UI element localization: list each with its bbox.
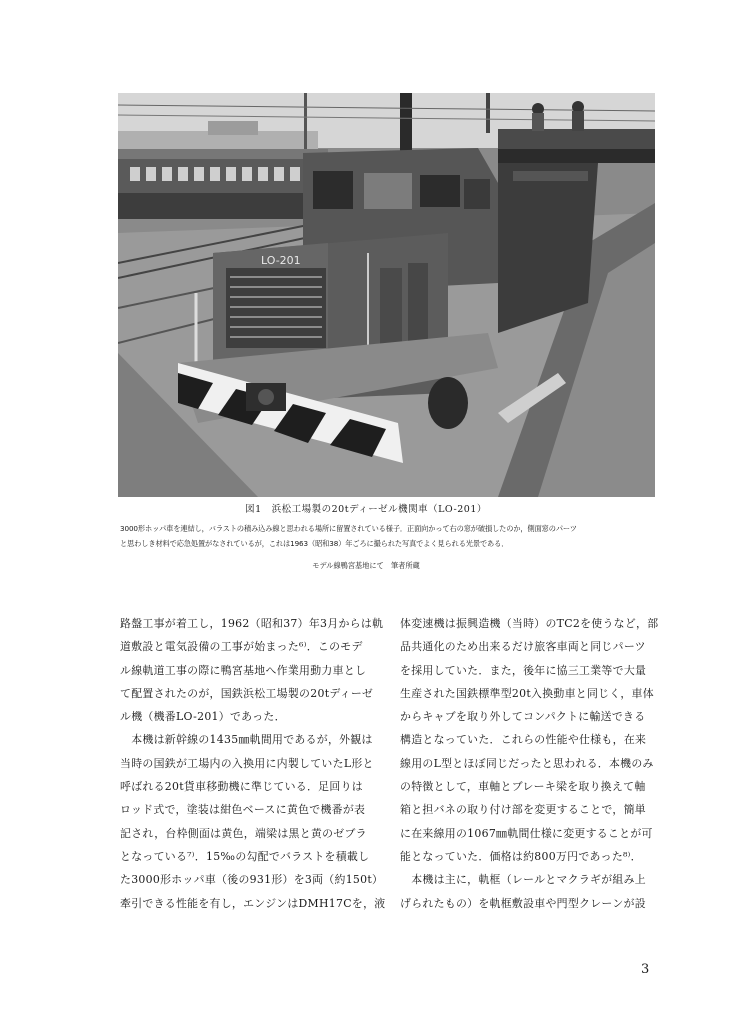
body-line: ル線軌道工事の際に鴨宮基地へ作業用動力車とし (120, 663, 367, 677)
body-line: ロッド式で，塗装は紺色ベースに黄色で機番が表 (120, 803, 366, 817)
caption-line: と思わしき材料で応急処置がなされているが，これは1963（昭和38）年ごろに撮られた写真でよく見られる光景である． (120, 539, 509, 548)
body-line: 線用のL型とほぼ同じだったと思われる．本機のみ (400, 756, 654, 770)
body-line: て配置されたのが，国鉄浜松工場製の20tディーゼ (120, 686, 374, 700)
body-line: 生産された国鉄標準型20t入換動車と同じく，車体 (400, 686, 654, 700)
body-line: 本機は新幹線の1435㎜軌間用であるが，外観は (120, 733, 373, 747)
body-line: 路盤工事が着工し，1962（昭和37）年3月からは軌 (120, 617, 384, 630)
body-line: 構造となっていた．これらの性能や仕様も，在来 (400, 733, 647, 747)
body-line: からキャブを取り外してコンパクトに輸送できる (400, 710, 646, 724)
body-line: 呼ばれる20t貨車移動機に準じている．足回りは (120, 780, 363, 794)
body-line: 本機は主に，軌框（レールとマクラギが組み上 (400, 873, 646, 887)
body-column-left (120, 612, 386, 915)
body-line: 当時の国鉄が工場内の入換用に内製していたL形と (120, 756, 374, 770)
body-line: た3000形ホッパ車（後の931形）を3両（約150t） (120, 873, 384, 887)
caption-line: 3000形ホッパ車を連結し，バラストの積み込み線と思われる場所に留置されている様子．正面向かって右の窓が破損したのか，側面窓のパーツ (120, 524, 577, 533)
body-line: 品共通化のため出来るだけ旅客車両と同じパーツ (400, 640, 646, 654)
body-line: に在来線用の1067㎜軌間仕様に変更することが可 (400, 826, 653, 840)
body-line: 記され，台枠側面は黄色，端梁は黒と黄のゼブラ (120, 826, 367, 840)
body-line: の特徴として，車軸とブレーキ梁を取り換えて軸 (400, 780, 646, 794)
loco-number-label: LO-201 (261, 254, 301, 267)
body-line: 牽引できる性能を有し，エンジンはDMH17Cを，液 (120, 896, 386, 910)
body-line: 箱と担バネの取り付け部を変更することで，簡単 (400, 803, 646, 817)
body-line: 能となっていた．価格は約800万円であった⁸⁾． (400, 849, 642, 863)
locomotive-photo (118, 93, 655, 497)
figure-caption (120, 521, 620, 551)
photo-credit: モデル線鴨宮基地にて 筆者所蔵 (312, 561, 420, 570)
body-line: げられたもの）を軌框敷設車や門型クレーンが設 (400, 896, 646, 910)
body-line: を採用していた．また，後年に協三工業等で大量 (400, 663, 647, 677)
body-line: となっている⁷⁾．15‰の勾配でバラストを積載し (120, 849, 370, 863)
figure-title: 図1 浜松工場製の20tディーゼル機関車（LO-201） (245, 504, 487, 515)
body-line: 体変速機は振興造機（当時）のTC2を使うなど，部 (400, 617, 659, 630)
body-line: 道敷設と電気設備の工事が始まった⁶⁾．このモデ (120, 640, 363, 654)
body-column-right (400, 612, 659, 915)
page-number: 3 (641, 962, 650, 977)
body-line: ル機（機番LO-201）であった． (120, 710, 286, 724)
